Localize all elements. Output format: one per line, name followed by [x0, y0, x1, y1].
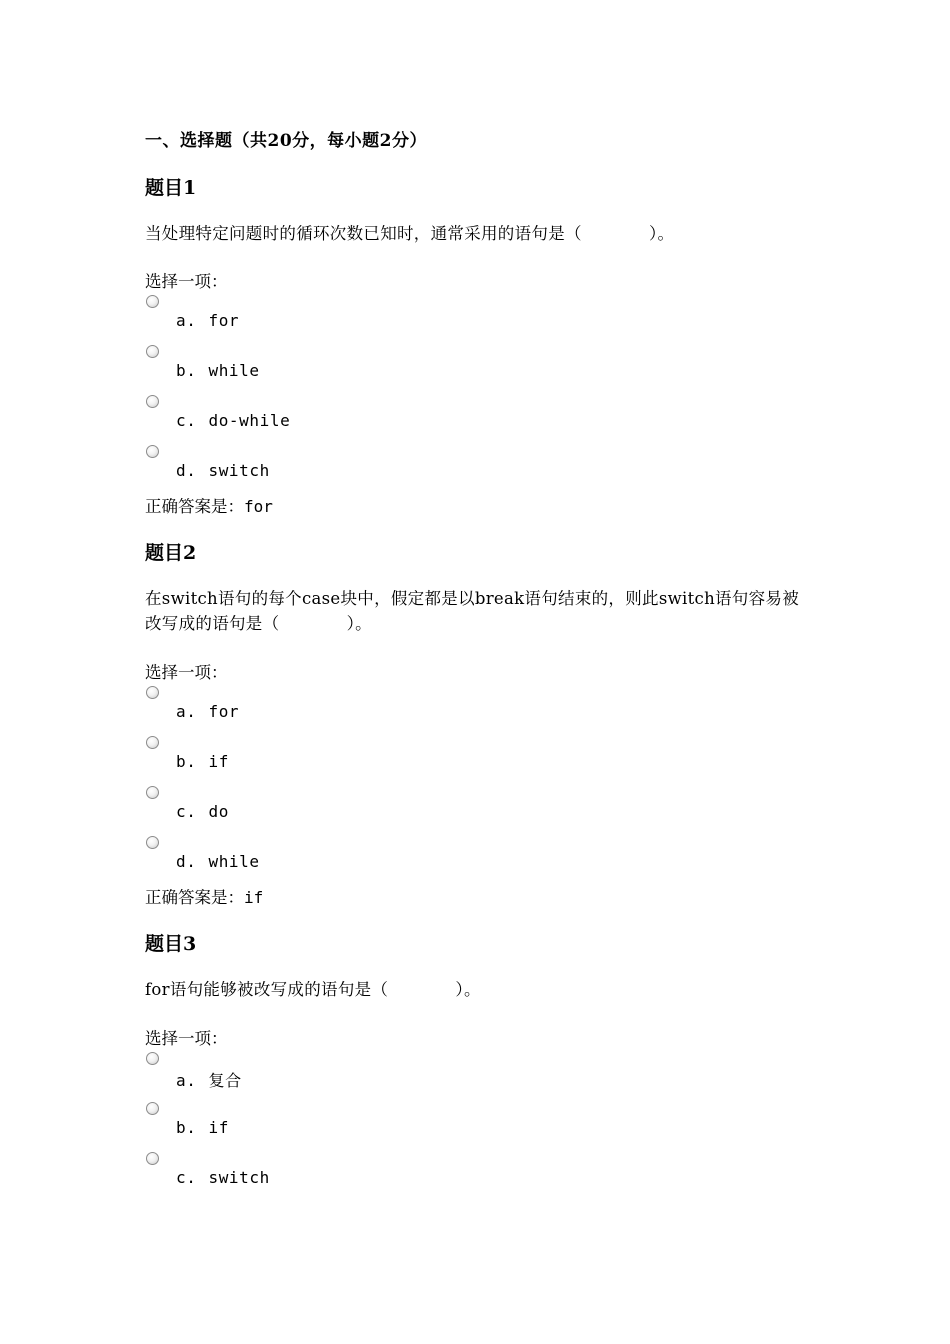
option-text: while — [208, 361, 260, 380]
radio-option-a[interactable] — [146, 1052, 159, 1065]
option-letter: a. — [176, 1071, 197, 1090]
question-text: 当处理特定问题时的循环次数已知时，通常采用的语句是（ ）。 — [145, 224, 675, 243]
radio-option-b[interactable] — [146, 1102, 159, 1115]
option-letter: c. — [176, 802, 197, 821]
radio-option-d[interactable] — [146, 836, 159, 849]
select-one-label: 选择一项： — [145, 1029, 228, 1048]
radio-option-b[interactable] — [146, 345, 159, 358]
question-text: for语句能够被改写成的语句是（ ）。 — [145, 980, 481, 999]
option-text: do — [208, 802, 229, 821]
radio-option-d[interactable] — [146, 445, 159, 458]
option-c[interactable] — [176, 411, 290, 430]
question-text: 在switch语句的每个case块中，假定都是以break语句结束的，则此switch语句容易被改写成的语句是（ ）。 — [145, 589, 799, 633]
question-title: 题目2 — [145, 542, 197, 564]
option-letter: a. — [176, 702, 197, 721]
option-letter: b. — [176, 752, 197, 771]
select-one-label: 选择一项： — [145, 663, 228, 682]
option-d[interactable] — [176, 852, 260, 871]
option-c[interactable] — [176, 1168, 270, 1187]
option-a[interactable] — [176, 311, 239, 330]
option-b[interactable] — [176, 752, 229, 771]
option-a[interactable] — [176, 1068, 242, 1091]
option-letter: b. — [176, 361, 197, 380]
question-title: 题目1 — [145, 177, 197, 199]
option-letter: c. — [176, 1168, 197, 1187]
option-letter: d. — [176, 461, 197, 480]
correct-answer-value: if — [244, 888, 264, 907]
option-text: for — [208, 311, 240, 330]
option-text: while — [208, 852, 260, 871]
radio-option-c[interactable] — [146, 1152, 159, 1165]
option-letter: a. — [176, 311, 197, 330]
option-letter: c. — [176, 411, 197, 430]
correct-answer — [145, 884, 263, 908]
option-letter: b. — [176, 1118, 197, 1137]
option-text: 复合 — [208, 1071, 242, 1090]
option-c[interactable] — [176, 802, 229, 821]
option-text: do-while — [208, 411, 291, 430]
correct-answer — [145, 493, 273, 517]
question-title: 题目3 — [145, 933, 197, 955]
option-text: switch — [208, 461, 270, 480]
correct-answer-label: 正确答案是： — [145, 888, 244, 907]
option-text: switch — [208, 1168, 270, 1187]
section-title: 一、选择题（共20分，每小题2分） — [145, 131, 427, 151]
radio-option-c[interactable] — [146, 786, 159, 799]
radio-option-b[interactable] — [146, 736, 159, 749]
radio-option-a[interactable] — [146, 686, 159, 699]
correct-answer-label: 正确答案是： — [145, 497, 244, 516]
option-d[interactable] — [176, 461, 270, 480]
select-one-label: 选择一项： — [145, 272, 228, 291]
option-letter: d. — [176, 852, 197, 871]
correct-answer-value: for — [244, 497, 273, 516]
option-b[interactable] — [176, 361, 260, 380]
option-text: if — [208, 752, 229, 771]
option-text: for — [208, 702, 240, 721]
radio-option-a[interactable] — [146, 295, 159, 308]
option-text: if — [208, 1118, 229, 1137]
option-a[interactable] — [176, 702, 239, 721]
option-b[interactable] — [176, 1118, 229, 1137]
radio-option-c[interactable] — [146, 395, 159, 408]
